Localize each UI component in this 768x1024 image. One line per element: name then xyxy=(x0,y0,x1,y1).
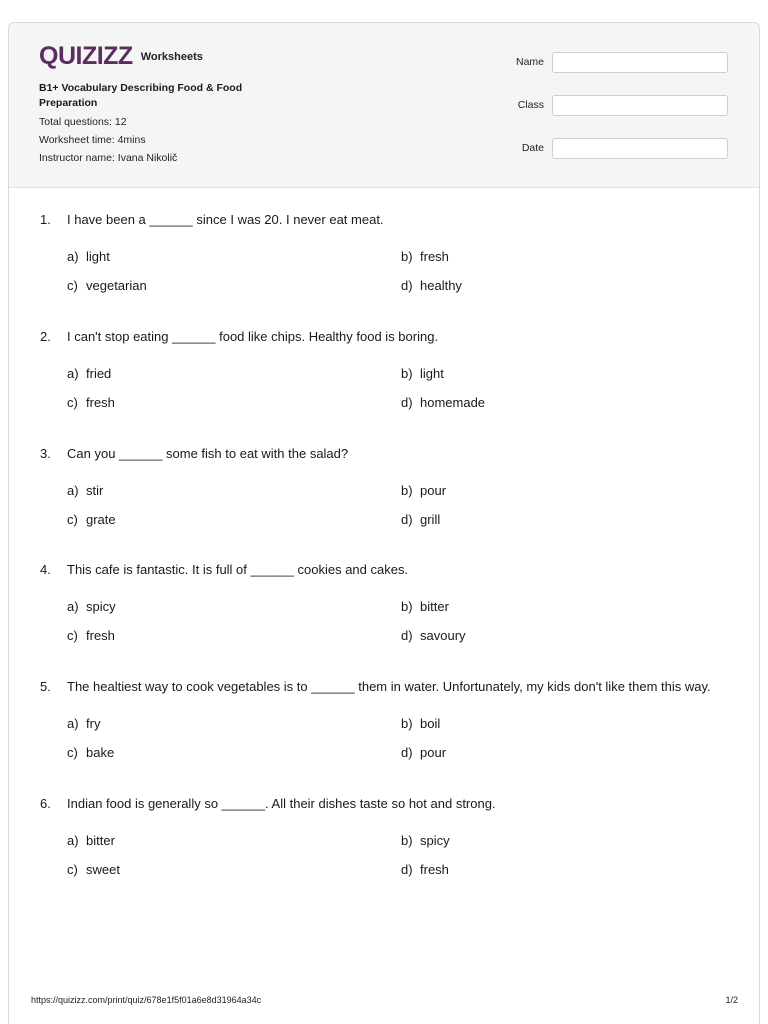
question-text: The healtiest way to cook vegetables is to ______ them in water. Unfortunately, my kids don't like them this way. xyxy=(67,679,711,694)
option-text: healthy xyxy=(420,278,462,293)
option-letter: b) xyxy=(401,833,413,848)
option-letter: c) xyxy=(67,628,78,643)
option-letter: c) xyxy=(67,745,78,760)
question-text: I have been a ______ since I was 20. I never eat meat. xyxy=(67,212,384,227)
option-text: light xyxy=(86,249,110,264)
option-d xyxy=(401,745,446,760)
question-text: This cafe is fantastic. It is full of ______ cookies and cakes. xyxy=(67,562,409,577)
option-letter: c) xyxy=(67,862,78,877)
option-b xyxy=(401,599,449,614)
option-letter: a) xyxy=(67,599,79,614)
option-c xyxy=(67,278,147,293)
total-questions: Total questions: 12 xyxy=(39,116,127,128)
question-number: 1. xyxy=(40,212,51,227)
question-number: 6. xyxy=(40,796,51,811)
option-text: grate xyxy=(86,512,116,527)
option-letter: b) xyxy=(401,249,413,264)
option-text: boil xyxy=(420,716,441,731)
option-b xyxy=(401,366,444,381)
class-field[interactable] xyxy=(552,95,728,116)
worksheet-time: Worksheet time: 4mins xyxy=(39,134,146,146)
option-letter: c) xyxy=(67,512,78,527)
option-text: pour xyxy=(420,483,447,498)
option-b xyxy=(401,716,440,731)
name-field[interactable] xyxy=(552,52,728,73)
option-text: fried xyxy=(86,366,112,381)
option-text: fry xyxy=(86,716,101,731)
option-a xyxy=(67,366,111,381)
option-d xyxy=(401,278,462,293)
option-text: grill xyxy=(420,512,441,527)
option-letter: b) xyxy=(401,366,413,381)
instructor-name: Instructor name: Ivana Nikolič xyxy=(39,152,178,164)
option-letter: c) xyxy=(67,395,78,410)
option-text: bitter xyxy=(420,599,449,614)
option-letter: a) xyxy=(67,716,79,731)
option-text: savoury xyxy=(420,628,466,643)
option-b xyxy=(401,833,450,848)
option-a xyxy=(67,716,100,731)
worksheet-title: B1+ Vocabulary Describing Food & Food Preparation xyxy=(39,82,243,109)
option-a xyxy=(67,249,110,264)
logo-wordmark: QUIZIZZ xyxy=(39,41,133,70)
question-number: 5. xyxy=(40,679,51,694)
option-text: bake xyxy=(86,745,115,760)
question-text: I can't stop eating ______ food like chips. Healthy food is boring. xyxy=(67,329,439,344)
option-letter: c) xyxy=(67,278,78,293)
class-label: Class xyxy=(517,99,544,111)
question-number: 4. xyxy=(40,562,51,577)
option-text: vegetarian xyxy=(86,278,147,293)
option-text: homemade xyxy=(420,395,486,410)
quizizz-logo xyxy=(39,43,203,69)
question-text: Can you ______ some fish to eat with the salad? xyxy=(67,446,349,461)
question-number: 3. xyxy=(40,446,51,461)
option-letter: a) xyxy=(67,249,79,264)
option-letter: b) xyxy=(401,483,413,498)
page-number: 1/2 xyxy=(725,995,738,1005)
option-text: bitter xyxy=(86,833,115,848)
option-letter: b) xyxy=(401,716,413,731)
option-letter: a) xyxy=(67,833,79,848)
option-letter: d) xyxy=(401,745,413,760)
option-d xyxy=(401,512,440,527)
option-letter: a) xyxy=(67,366,79,381)
option-letter: d) xyxy=(401,395,413,410)
option-b xyxy=(401,483,446,498)
option-d xyxy=(401,862,449,877)
option-letter: d) xyxy=(401,278,413,293)
option-text: spicy xyxy=(86,599,116,614)
option-d xyxy=(401,395,485,410)
option-c xyxy=(67,512,116,527)
worksheet-header xyxy=(9,23,759,188)
date-field[interactable] xyxy=(552,138,728,159)
option-d xyxy=(401,628,466,643)
option-text: spicy xyxy=(420,833,450,848)
option-letter: d) xyxy=(401,862,413,877)
option-c xyxy=(67,745,114,760)
name-label: Name xyxy=(515,56,544,68)
option-text: stir xyxy=(86,483,104,498)
question-text: Indian food is generally so ______. All their dishes taste so hot and strong. xyxy=(67,796,496,811)
option-c xyxy=(67,395,115,410)
date-label: Date xyxy=(521,142,544,154)
option-text: fresh xyxy=(86,395,115,410)
option-letter: d) xyxy=(401,512,413,527)
question-number: 2. xyxy=(40,329,51,344)
option-c xyxy=(67,862,120,877)
option-a xyxy=(67,599,116,614)
worksheet-page xyxy=(8,22,760,1024)
option-letter: b) xyxy=(401,599,413,614)
option-a xyxy=(67,483,103,498)
footer-url: https://quizizz.com/print/quiz/678e1f5f01a6e8d31964a34c xyxy=(31,995,262,1005)
logo-subtitle: Worksheets xyxy=(140,51,203,63)
option-text: pour xyxy=(420,745,447,760)
option-letter: a) xyxy=(67,483,79,498)
option-text: sweet xyxy=(86,862,120,877)
option-b xyxy=(401,249,449,264)
option-text: fresh xyxy=(420,862,449,877)
option-text: fresh xyxy=(420,249,449,264)
option-text: light xyxy=(420,366,444,381)
option-c xyxy=(67,628,115,643)
option-text: fresh xyxy=(86,628,115,643)
option-a xyxy=(67,833,115,848)
option-letter: d) xyxy=(401,628,413,643)
